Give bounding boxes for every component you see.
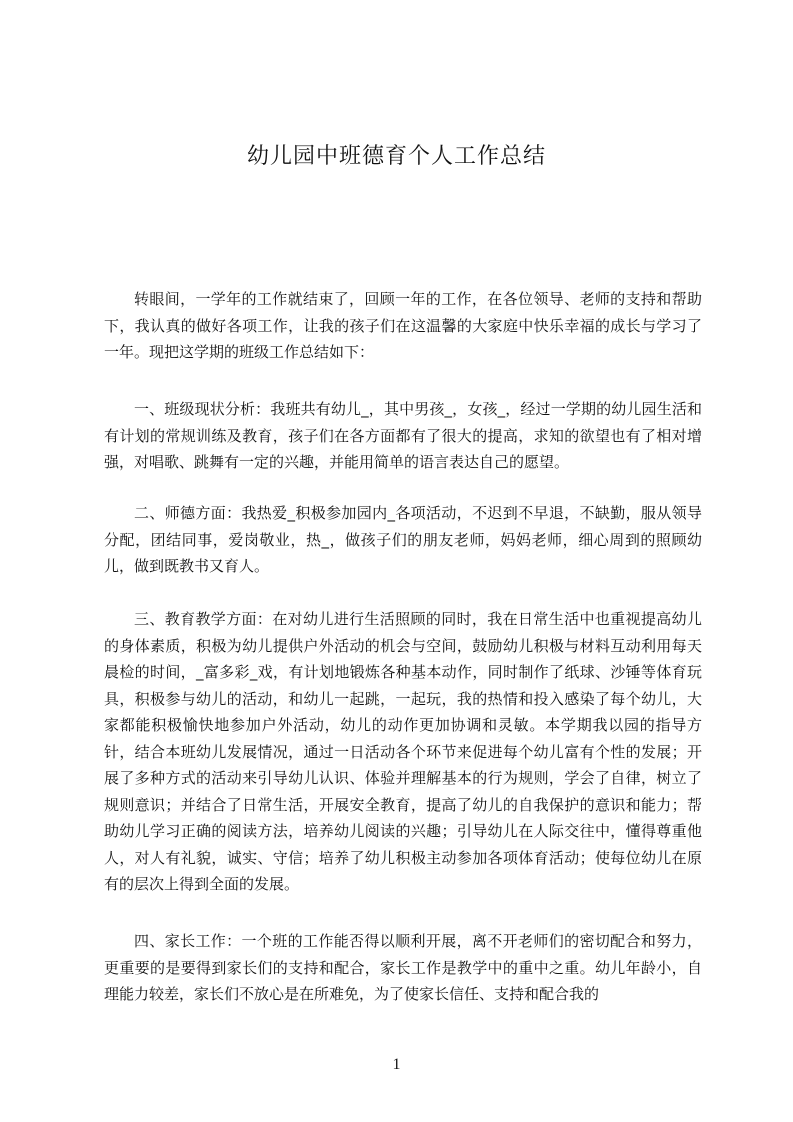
paragraph-teacher-ethics: 二、师德方面：我热爱_积极参加园内_各项活动，不迟到不早退，不缺勤，服从领导分配，团结同事，爱岗敬业，热_，做孩子们的朋友老师，妈妈老师，细心周到的照顾幼儿，做到既教书又育人。: [104, 504, 702, 575]
paragraph-teaching: 三、教育教学方面：在对幼儿进行生活照顾的同时，我在日常生活中也重视提高幼儿的身体素质，积极为幼儿提供户外活动的机会与空间，鼓励幼儿积极与材料互动利用每天晨检的时间，_富多彩_戏，有计划地锻炼各种基本动作，同时制作了纸球、沙锤等体育玩具，积极参与幼儿的活动，和幼儿一起跳，一起玩，我的热情和投入感染了每个幼儿，大家都能积极愉快地参加户外活动，幼儿的动作更加协调和灵敏。本学期我以园的指导方针，结合本班幼儿发展情况，通过一日活动各个环节来促进每个幼儿富有个性的发展；开展了多种方式的活动来引导幼儿认识、体验并理解基本的行为规则，学会了自律，树立了规则意识；并结合了日常生活，开展安全教育，提高了幼儿的自我保护的意识和能力；帮助幼儿学习正确的阅读方法，培养幼儿阅读的兴趣；引导幼儿在人际交往中，懂得尊重他人，对人有礼貌，诚实、守信；培养了幼儿积极主动参加各项体育活动；使每位幼儿在原有的层次上得到全面的发展。: [104, 610, 702, 893]
paragraph-class-status: 一、班级现状分析：我班共有幼儿_，其中男孩_，女孩_，经过一学期的幼儿园生活和有计划的常规训练及教育，孩子们在各方面都有了很大的提高，求知的欲望也有了相对增强，对唱歌、跳舞有一定的兴趣，并能用简单的语言表达自己的愿望。: [104, 400, 702, 471]
document-title: 幼儿园中班德育个人工作总结: [246, 144, 546, 169]
page-number: 1: [392, 1056, 401, 1073]
paragraph-parent-work: 四、家长工作：一个班的工作能否得以顺利开展，离不开老师们的密切配合和努力，更重要的是要得到家长们的支持和配合，家长工作是教学中的重中之重。幼儿年龄小，自理能力较差，家长们不放心是在所难免，为了使家长信任、支持和配合我的: [104, 932, 702, 1003]
paragraph-intro: 转眼间，一学年的工作就结束了，回顾一年的工作，在各位领导、老师的支持和帮助下，我认真的做好各项工作，让我的孩子们在这温馨的大家庭中快乐幸福的成长与学习了一年。现把这学期的班级工作总结如下：: [104, 290, 702, 361]
